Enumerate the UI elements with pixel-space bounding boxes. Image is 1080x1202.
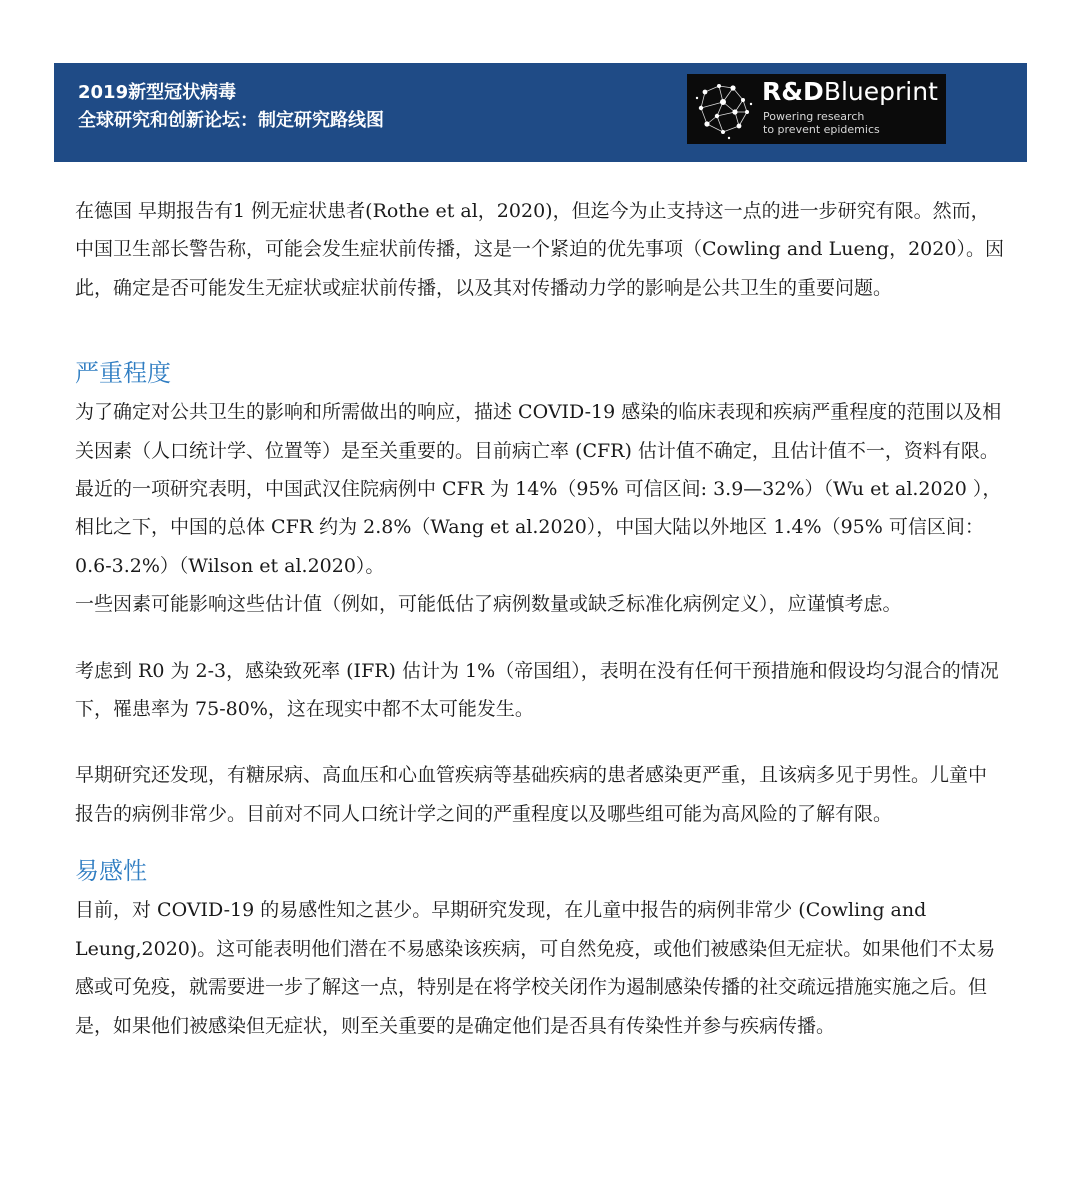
logo-wordmark-rest: Blueprint [823, 77, 938, 106]
intro-paragraph: 在德国 早期报告有1 例无症状患者(Rothe et al，2020)，但迄今为止支持这一点的进一步研究有限。然而，中国卫生部长警告称，可能会发生症状前传播，这是一个紧迫的优先事项（Cowling and Lueng，2020）。因此，确定是否可能发生无症状或症状前传播，以及其对传播动力学的影响是公共卫生的重要问题。 [75, 200, 1004, 299]
forum-title-line2: 全球研究和创新论坛：制定研究路线图 [78, 110, 384, 131]
logo-tagline-line2: to prevent epidemics [763, 123, 880, 136]
logo-wordmark [762, 76, 938, 108]
severity-paragraph-3: 考虑到 R0 为 2-3，感染致死率 (IFR) 估计为 1%（帝国组），表明在没有任何干预措施和假设均匀混合的情况下，罹患率为 75-80%，这在现实中都不太可能发生。 [75, 659, 999, 721]
susceptibility-paragraph: 目前，对 COVID-19 的易感性知之甚少。早期研究发现，在儿童中报告的病例非常少 (Cowling and Leung,2020)。这可能表明他们潜在不易感染该疾病，可自然免疫，或他们被感染但无症状。如果他们不太易感或可免疫，就需要进一步了解这一点，特别是在将学校关闭作为遏制感染传播的社交疏远措施实施之后。但是，如果他们被感染但无症状，则至关重要的是确定他们是否具有传染性并参与疾病传播。 [75, 899, 996, 1037]
logo-wordmark-bold: R&D [762, 77, 824, 106]
header-banner [54, 63, 1027, 162]
network-globe-icon [693, 78, 757, 140]
severity-paragraph-2: 一些因素可能影响这些估计值（例如，可能低估了病例数量或缺乏标准化病例定义），应谨慎考虑。 [75, 593, 902, 616]
forum-title-line1: 2019新型冠状病毒 [78, 82, 237, 103]
rd-blueprint-logo [687, 74, 946, 144]
section-heading-susceptibility: 易感性 [75, 857, 147, 886]
severity-paragraph-4: 早期研究还发现，有糖尿病、高血压和心血管疾病等基础疾病的患者感染更严重，且该病多见于男性。儿童中报告的病例非常少。目前对不同人口统计学之间的严重程度以及哪些组可能为高风险的了解有限。 [75, 764, 988, 825]
severity-paragraph-1: 为了确定对公共卫生的影响和所需做出的响应，描述 COVID-19 感染的临床表现和疾病严重程度的范围以及相关因素（人口统计学、位置等）是至关重要的。目前病亡率 (CFR) 估计值不确定，且估计值不一，资料有限。最近的一项研究表明，中国武汉住院病例中 CFR 为 14%（95% 可信区间: 3.9—32%）（Wu et al.2020 ），相比之下，中国的总体 CFR 约为 2.8%（Wang et al.2020），中国大陆以外地区 1.4%（95% 可信区间：0.6-3.2%）（Wilson et al.2020）。 [75, 401, 1002, 577]
logo-tagline [763, 110, 880, 136]
section-heading-severity: 严重程度 [75, 359, 171, 388]
document-body [75, 192, 1005, 1045]
forum-title [78, 79, 384, 135]
logo-tagline-line1: Powering research [763, 110, 865, 123]
